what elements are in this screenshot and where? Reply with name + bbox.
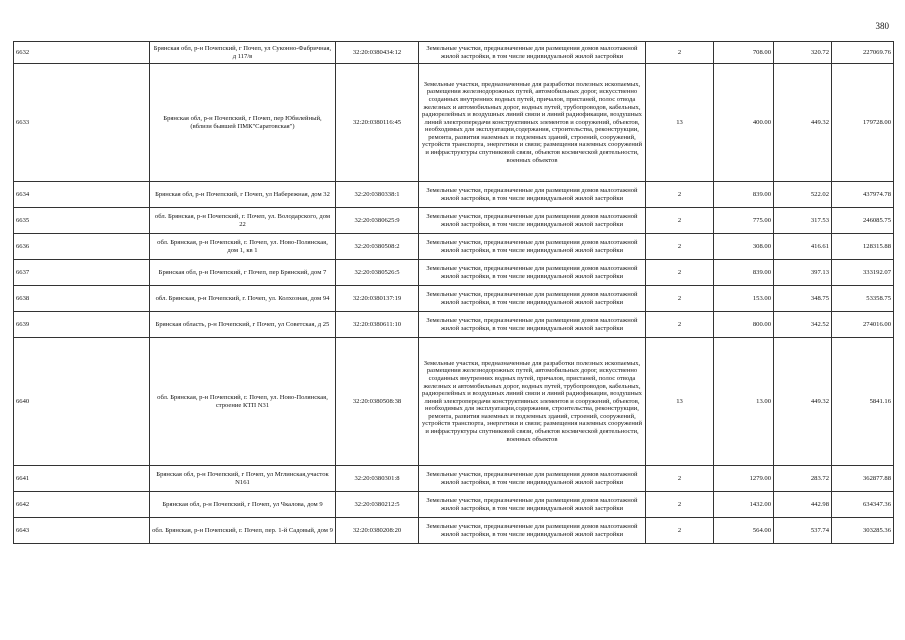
row-number: 6638	[14, 286, 150, 312]
table-row	[14, 234, 894, 260]
category-code: 2	[646, 234, 714, 260]
rate-cell: 449.32	[774, 338, 832, 466]
row-number: 6634	[14, 182, 150, 208]
rate-cell: 449.32	[774, 64, 832, 182]
cadastral-number: 32:20:0380301:8	[336, 466, 419, 492]
address-cell: Брянская обл, р-н Почепский, г Почеп, ул Чкалова, дом 9	[150, 492, 336, 518]
land-use-description: Земельные участки, предназначенные для размещения домов малоэтажной жилой застройки, в том числе индивидуальной жилой застройки	[419, 182, 646, 208]
rate-cell: 320.72	[774, 42, 832, 64]
table-row	[14, 312, 894, 338]
land-use-description: Земельные участки, предназначенные для размещения домов малоэтажной жилой застройки, в том числе индивидуальной жилой застройки	[419, 286, 646, 312]
land-use-description: Земельные участки, предназначенные для размещения домов малоэтажной жилой застройки, в том числе индивидуальной жилой застройки	[419, 518, 646, 544]
category-code: 13	[646, 338, 714, 466]
table-row	[14, 182, 894, 208]
category-code: 2	[646, 466, 714, 492]
cadastral-value: 634347.36	[832, 492, 894, 518]
rate-cell: 442.98	[774, 492, 832, 518]
row-number: 6642	[14, 492, 150, 518]
area-cell: 1279.00	[714, 466, 774, 492]
cadastral-value: 437974.78	[832, 182, 894, 208]
land-use-description: Земельные участки, предназначенные для размещения домов малоэтажной жилой застройки, в том числе индивидуальной жилой застройки	[419, 260, 646, 286]
cadastral-number: 32:20:0380212:5	[336, 492, 419, 518]
cadastral-number: 32:20:0380434:12	[336, 42, 419, 64]
row-number: 6636	[14, 234, 150, 260]
table-row	[14, 338, 894, 466]
category-code: 2	[646, 312, 714, 338]
rate-cell: 342.52	[774, 312, 832, 338]
cadastral-number: 32:20:0380508:38	[336, 338, 419, 466]
land-use-description: Земельные участки, предназначенные для размещения домов малоэтажной жилой застройки, в том числе индивидуальной жилой застройки	[419, 466, 646, 492]
area-cell: 839.00	[714, 182, 774, 208]
rate-cell: 416.61	[774, 234, 832, 260]
row-number: 6643	[14, 518, 150, 544]
area-cell: 800.00	[714, 312, 774, 338]
land-use-description: Земельные участки, предназначенные для размещения домов малоэтажной жилой застройки, в том числе индивидуальной жилой застройки	[419, 312, 646, 338]
rate-cell: 348.75	[774, 286, 832, 312]
area-cell: 13.00	[714, 338, 774, 466]
table-row	[14, 208, 894, 234]
cadastral-value: 274016.00	[832, 312, 894, 338]
table-row	[14, 42, 894, 64]
address-cell: Брянская обл, р-н Почепский, г Почеп, пер Юбилейный, (вблизи бывшей ПМК"Саратовская")	[150, 64, 336, 182]
area-cell: 400.00	[714, 64, 774, 182]
row-number: 6641	[14, 466, 150, 492]
cadastral-value: 333192.07	[832, 260, 894, 286]
table-row	[14, 492, 894, 518]
area-cell: 153.00	[714, 286, 774, 312]
cadastral-value: 303285.36	[832, 518, 894, 544]
row-number: 6633	[14, 64, 150, 182]
rate-cell: 317.53	[774, 208, 832, 234]
table-row	[14, 518, 894, 544]
rate-cell: 537.74	[774, 518, 832, 544]
land-use-description: Земельные участки, предназначенные для размещения домов малоэтажной жилой застройки, в том числе индивидуальной жилой застройки	[419, 208, 646, 234]
land-use-description: Земельные участки, предназначенные для размещения домов малоэтажной жилой застройки, в том числе индивидуальной жилой застройки	[419, 492, 646, 518]
category-code: 2	[646, 208, 714, 234]
row-number: 6640	[14, 338, 150, 466]
address-cell: обл. Брянская, р-н Почепский, г. Почеп, ул. Володарского, дом 22	[150, 208, 336, 234]
rate-cell: 522.02	[774, 182, 832, 208]
rate-cell: 283.72	[774, 466, 832, 492]
address-cell: Брянская обл, р-н Почепский, г Почеп, пер Брянский, дом 7	[150, 260, 336, 286]
address-cell: обл. Брянская, р-н Почепский, г. Почеп, пер. 1-й Садовый, дом 9	[150, 518, 336, 544]
address-cell: обл. Брянская, р-н Почепский, г. Почеп, ул. Колхозная, дом 94	[150, 286, 336, 312]
category-code: 2	[646, 518, 714, 544]
category-code: 2	[646, 260, 714, 286]
table-row	[14, 64, 894, 182]
land-use-description: Земельные участки, предназначенные для разработки полезных ископаемых, размещения железнодорожных путей, автомобильных дорог, искусственно созданных внутренних водных путей, причалов, пристаней, полос отвода железных и автомобильных дорог, водных путей, трубопроводов, кабельных, радиорелейных и воздушных линий связи и линий радиофикации, воздушных линий электропередачи конструктивных элементов и сооружений, объектов, необходимых для эксплуатации,содержания, строительства, реконструкции, ремонта, развития наземных и подземных зданий, строений, сооружений, устройств транспорта, энергетики и связи; размещения наземных сооружений и инфраструктуры спутниковой связи, объектов космической деятельности, военных объектов	[419, 338, 646, 466]
register-table	[13, 41, 894, 544]
cadastral-value: 227069.76	[832, 42, 894, 64]
cadastral-value: 246085.75	[832, 208, 894, 234]
cadastral-value: 5841.16	[832, 338, 894, 466]
address-cell: Брянская обл, р-н Почепский, г Почеп, ул Суконно-Фабричная, д 117/в	[150, 42, 336, 64]
land-use-description: Земельные участки, предназначенные для размещения домов малоэтажной жилой застройки, в том числе индивидуальной жилой застройки	[419, 42, 646, 64]
cadastral-number: 32:20:0380526:5	[336, 260, 419, 286]
table-row	[14, 466, 894, 492]
area-cell: 775.00	[714, 208, 774, 234]
address-cell: Брянская обл, р-н Почепский, г Почеп, ул Мглинская,участок N161	[150, 466, 336, 492]
cadastral-number: 32:20:0380611:10	[336, 312, 419, 338]
cadastral-value: 128315.88	[832, 234, 894, 260]
cadastral-value: 362877.88	[832, 466, 894, 492]
category-code: 2	[646, 492, 714, 518]
register-body	[14, 42, 894, 544]
page-number: 380	[875, 21, 889, 31]
cadastral-number: 32:20:0380137:19	[336, 286, 419, 312]
cadastral-number: 32:20:0380338:1	[336, 182, 419, 208]
land-use-description: Земельные участки, предназначенные для размещения домов малоэтажной жилой застройки, в том числе индивидуальной жилой застройки	[419, 234, 646, 260]
row-number: 6632	[14, 42, 150, 64]
category-code: 13	[646, 64, 714, 182]
cadastral-number: 32:20:0380208:20	[336, 518, 419, 544]
cadastral-number: 32:20:0380116:45	[336, 64, 419, 182]
rate-cell: 397.13	[774, 260, 832, 286]
land-use-description: Земельные участки, предназначенные для разработки полезных ископаемых, размещения железнодорожных путей, автомобильных дорог, искусственно созданных внутренних водных путей, причалов, пристаней, полос отвода железных и автомобильных дорог, водных путей, трубопроводов, кабельных, радиорелейных и воздушных линий связи и линий радиофикации, воздушных линий электропередачи конструктивных элементов и сооружений, объектов, необходимых для эксплуатации,содержания, строительства, реконструкции, ремонта, развития наземных и подземных зданий, строений, сооружений, устройств транспорта, энергетики и связи; размещения наземных сооружений и инфраструктуры спутниковой связи, объектов космической деятельности, военных объектов	[419, 64, 646, 182]
cadastral-number: 32:20:0380625:9	[336, 208, 419, 234]
table-row	[14, 260, 894, 286]
address-cell: Брянская обл, р-н Почепский, г Почеп, ул Набережная, дом 32	[150, 182, 336, 208]
row-number: 6635	[14, 208, 150, 234]
area-cell: 308.00	[714, 234, 774, 260]
table-row	[14, 286, 894, 312]
area-cell: 708.00	[714, 42, 774, 64]
cadastral-value: 53358.75	[832, 286, 894, 312]
category-code: 2	[646, 286, 714, 312]
cadastral-value: 179728.00	[832, 64, 894, 182]
row-number: 6637	[14, 260, 150, 286]
address-cell: Брянская область, р-н Почепский, г Почеп, ул Советская, д 25	[150, 312, 336, 338]
area-cell: 1432.00	[714, 492, 774, 518]
row-number: 6639	[14, 312, 150, 338]
category-code: 2	[646, 182, 714, 208]
address-cell: обл. Брянская, р-н Почепский, г. Почеп, ул. Ново-Полянская, строение КТП N31	[150, 338, 336, 466]
category-code: 2	[646, 42, 714, 64]
address-cell: обл. Брянская, р-н Почепский, г. Почеп, ул. Ново-Полянская, дом 1, кв 1	[150, 234, 336, 260]
area-cell: 564.00	[714, 518, 774, 544]
area-cell: 839.00	[714, 260, 774, 286]
cadastral-number: 32:20:0380508:2	[336, 234, 419, 260]
